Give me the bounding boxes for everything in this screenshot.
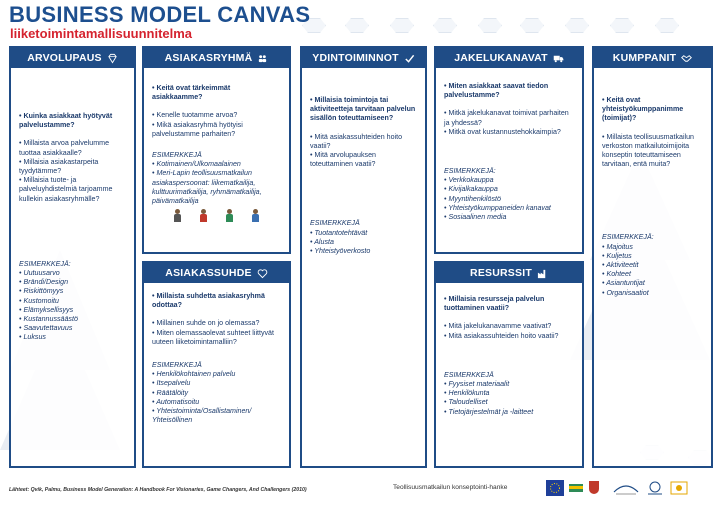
card-question: • Kuinka asiakkaat hyötyvät palvelustamme? [19, 112, 126, 130]
examples-title: ESIMERKKEJÄ [310, 219, 360, 228]
example-item: • Fyysiset materiaalit [444, 380, 574, 389]
card-title: JAKELUKANAVAT [454, 52, 548, 64]
card-title: YDINTOIMINNOT [312, 52, 399, 64]
list-item: • Mitkä jakelukanavat toimivat parhaiten ja yhdessä? [444, 109, 574, 127]
card-asiakassuhde [142, 261, 291, 468]
example-item: • Henkilökohtainen palvelu [152, 370, 281, 379]
example-item: • Kotimainen/Ulkomaalainen [152, 160, 281, 169]
example-item: • Meri-Lapin teollisuusmatkailun asiakaspersoonat: liikematkailija, kulttuurimatkailija, ryhmämatkailija, päivämatkailija [152, 169, 281, 206]
card-question: • Keitä ovat tärkeimmät asiakkaamme? [152, 84, 281, 102]
list-item: • Millaisia asiakastarpeita tyydytämme? [19, 158, 126, 176]
example-item: • Organisaatiot [602, 289, 703, 298]
luc-logo [670, 480, 688, 496]
card-title: KUMPPANIT [612, 52, 677, 64]
list-item: • Mitä arvolupauksen toteuttaminen vaatii? [310, 151, 417, 169]
card-question: • Millaisia resursseja palvelun tuottaminen vaatii? [444, 295, 574, 313]
example-item: • Yhteistoiminta/Osallistaminen/ Yhteisöllinen [152, 407, 281, 425]
list-item: • Mikä asiakasryhmä hyötyisi palvelustamme parhaiten? [152, 121, 281, 139]
card-header [302, 48, 425, 68]
list-item: • Millainen suhde on jo olemassa? [152, 319, 281, 328]
delivery-truck-icon [553, 53, 564, 64]
card-question: • Millaisia toimintoja tai aktiviteetteja tarvitaan palvelun sisällön toteuttamiseen? [310, 96, 417, 124]
card-title: ASIAKASRYHMÄ [164, 52, 253, 64]
card-ydintoiminnot [300, 46, 427, 468]
example-item: • Kustomoitu [19, 297, 126, 306]
example-item: • Brändi/Design [19, 278, 126, 287]
card-header [436, 48, 582, 68]
heart-icon [257, 268, 268, 279]
project-name: Teollisuusmatkailun konseptointi-hanke [393, 484, 508, 491]
card-resurssit [434, 261, 584, 468]
list-item: • Millaisia tuote- ja palveluyhdistelmiä tarjoamme kullekin asiakasryhmälle? [19, 176, 126, 204]
card-arvolupaus [9, 46, 136, 468]
card-header [436, 263, 582, 283]
card-header [594, 48, 711, 68]
example-item: • Itsepalvelu [152, 379, 281, 388]
card-header [144, 48, 289, 68]
example-item: • Yhteistyökumppaneiden kanavat [444, 204, 574, 213]
card-header [144, 263, 289, 283]
examples-title: ESIMERKKEJÄ: [19, 259, 71, 268]
example-item: • Alusta [310, 238, 417, 247]
example-item: • Aktiviteetit [602, 261, 703, 270]
example-item: • Kohteet [602, 270, 703, 279]
person-illustration [198, 209, 210, 223]
example-item: • Yhteistyöverkosto [310, 247, 417, 256]
list-item: • Mitä asiakassuhteiden hoito vaatii? [444, 332, 574, 341]
example-item: • Kivijalkakauppa [444, 185, 574, 194]
example-item: • Tietojärjestelmät ja -laitteet [444, 408, 574, 417]
example-item: • Uutuusarvo [19, 269, 126, 278]
example-item: • Majoitus [602, 243, 703, 252]
list-item: • Mitkä ovat kustannustehokkaimpia? [444, 128, 574, 137]
example-item: • Tuotantotehtävät [310, 229, 417, 238]
list-item: • Kenelle tuotamme arvoa? [152, 111, 281, 120]
page-title: BUSINESS MODEL CANVAS [9, 2, 311, 27]
examples-title: ESIMERKKEJÄ [444, 370, 494, 379]
example-item: • Kustannussäästö [19, 315, 126, 324]
leader-logo [568, 480, 584, 496]
example-item: • Räätälöity [152, 389, 281, 398]
list-item: • Mitä asiakassuhteiden hoito vaatii? [310, 133, 417, 151]
card-asiakasryhma [142, 46, 291, 254]
card-jakelukanavat [434, 46, 584, 254]
hexagon-decoration [390, 18, 414, 33]
card-question: • Miten asiakkaat saavat tiedon palvelustamme? [444, 82, 574, 100]
hexagon-decoration [610, 18, 634, 33]
coat-of-arms-logo [588, 480, 600, 496]
card-title: RESURSSIT [470, 267, 532, 279]
card-header [11, 48, 134, 68]
hexagon-decoration [478, 18, 502, 33]
page-subtitle: liiketoimintamallisuunnitelma [10, 26, 193, 41]
example-item: • Myyntihenkilöstö [444, 195, 574, 204]
hexagon-decoration [345, 18, 369, 33]
examples-title: ESIMERKKEJÄ: [444, 167, 496, 176]
hexagon-decoration [520, 18, 544, 33]
card-title: ASIAKASSUHDE [165, 267, 252, 279]
example-item: • Luksus [19, 333, 126, 342]
example-item: • Elämyksellisyys [19, 306, 126, 315]
card-kumppanit [592, 46, 713, 468]
example-item: • Saavutettavuus [19, 324, 126, 333]
source-citation: Lähteet: Qvik, Palmu, Business Model Generation: A Handbook For Visionaries, Game Changers, And Challengers (2010) [9, 487, 307, 493]
list-item: • Millaista teollisuusmatkailun verkoston matkailutoimijoita konseptin toteuttamiseen tarvitaan, entä muita? [602, 133, 703, 170]
eu-flag-logo [546, 480, 564, 496]
checkmark-icon [404, 53, 415, 64]
card-question: • Keitä ovat yhteistyökumppanimme (toimijat)? [602, 96, 703, 124]
persona-illustrations [152, 209, 281, 223]
list-item: • Millaista arvoa palvelumme tuottaa asiakkaalle? [19, 139, 126, 157]
example-item: • Henkilökunta [444, 389, 574, 398]
example-item: • Sosiaalinen media [444, 213, 574, 222]
hexagon-decoration [433, 18, 457, 33]
examples-title: ESIMERKKEJÄ: [602, 233, 654, 242]
university-logo [644, 480, 666, 496]
example-item: • Riskittömyys [19, 287, 126, 296]
handshake-icon [681, 53, 692, 64]
hexagon-decoration [565, 18, 589, 33]
hexagon-decoration [655, 18, 679, 33]
lapin-liitto-logo [612, 480, 640, 496]
person-illustration [224, 209, 236, 223]
examples-title: ESIMERKKEJÄ [152, 361, 202, 370]
example-item: • Taloudelliset [444, 398, 574, 407]
diamond-icon [107, 53, 118, 64]
person-illustration [172, 209, 184, 223]
examples-title: ESIMERKKEJÄ [152, 151, 202, 160]
example-item: • Automatisoitu [152, 398, 281, 407]
example-item: • Kuljetus [602, 252, 703, 261]
person-illustration [250, 209, 262, 223]
card-title: ARVOLUPAUS [27, 52, 102, 64]
factory-icon [537, 268, 548, 279]
people-group-icon [257, 53, 268, 64]
list-item: • Mitä jakelukanavamme vaativat? [444, 322, 574, 331]
card-question: • Millaista suhdetta asiakasryhmä odottaa? [152, 292, 281, 310]
list-item: • Miten olemassaolevat suhteet liittyvät uuteen liiketoimintamalliin? [152, 329, 281, 347]
example-item: • Verkkokauppa [444, 176, 574, 185]
example-item: • Asiantuntijat [602, 279, 703, 288]
